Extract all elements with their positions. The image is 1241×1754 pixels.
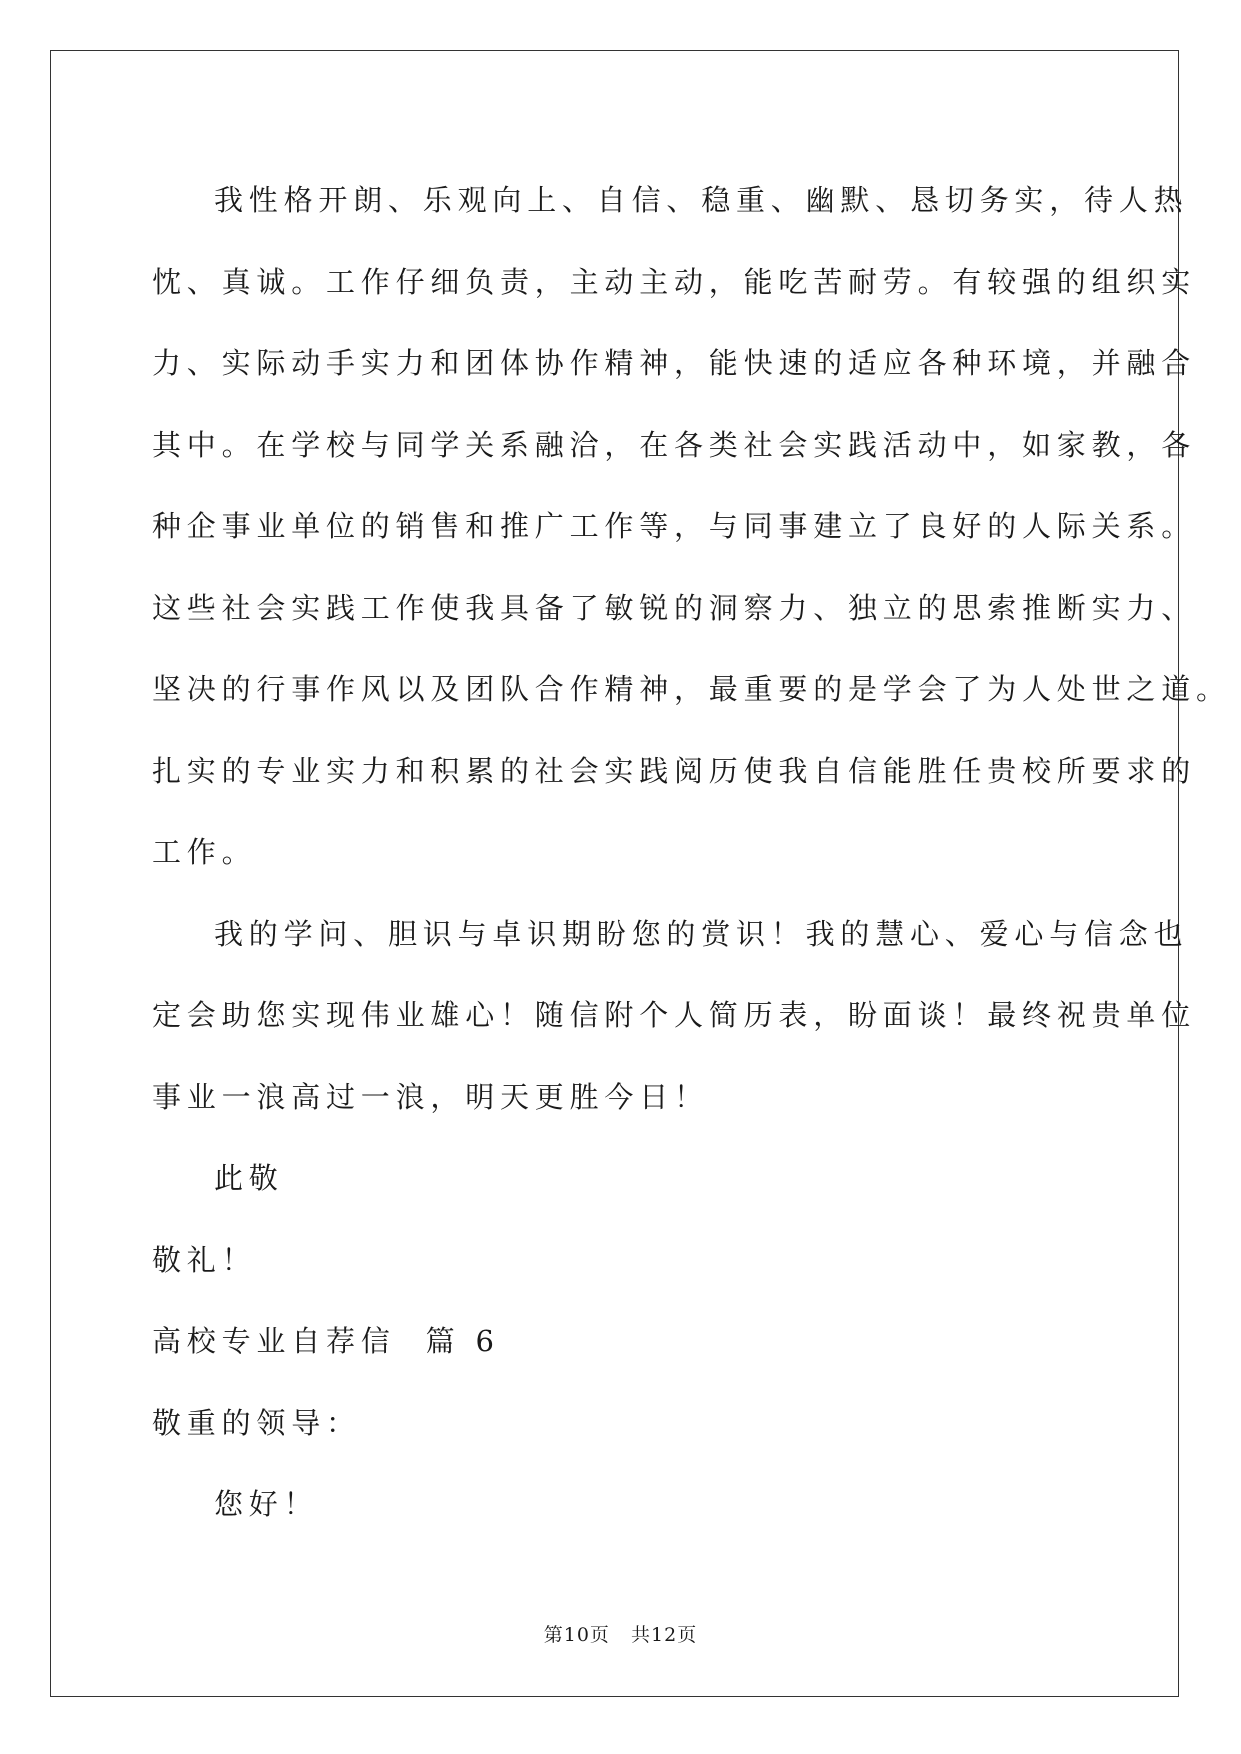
greeting-line: 敬重的领导： [152, 1405, 361, 1440]
document-body [152, 160, 1231, 1546]
body-line: 我的学问、胆识与卓识期盼您的赏识！我的慧心、爱心与信念也 [214, 916, 1189, 951]
body-line: 种企事业单位的销售和推广工作等，与同事建立了良好的人际关系。 [152, 509, 1197, 543]
body-line: 事业一浪高过一浪，明天更胜今日！ [152, 1079, 709, 1114]
salute-line: 敬礼！ [152, 1242, 257, 1277]
page-number: 第10页 共12页 [543, 1624, 698, 1646]
body-line: 定会助您实现伟业雄心！随信附个人简历表，盼面谈！最终祝贵单位 [152, 998, 1197, 1032]
section-title: 高校专业自荐信 篇 6 [152, 1324, 500, 1358]
hello-line: 您好！ [214, 1487, 319, 1521]
body-line: 坚决的行事作风以及团队合作精神，最重要的是学会了为人处世之道。 [152, 672, 1231, 706]
body-line: 忱、真诚。工作仔细负责，主动主动，能吃苦耐劳。有较强的组织实 [152, 264, 1197, 299]
closing-line: 此敬 [214, 1161, 284, 1195]
body-line: 其中。在学校与同学关系融洽，在各类社会实践活动中，如家教，各 [152, 427, 1197, 462]
body-line: 这些社会实践工作使我具备了敏锐的洞察力、独立的思索推断实力、 [152, 590, 1197, 625]
body-line: 工作。 [152, 835, 257, 869]
body-line: 我性格开朗、乐观向上、自信、稳重、幽默、恳切务实，待人热 [214, 183, 1189, 217]
body-line: 扎实的专业实力和积累的社会实践阅历使我自信能胜任贵校所要求的 [152, 753, 1197, 788]
body-line: 力、实际动手实力和团体协作精神，能快速的适应各种环境，并融合 [152, 346, 1197, 380]
